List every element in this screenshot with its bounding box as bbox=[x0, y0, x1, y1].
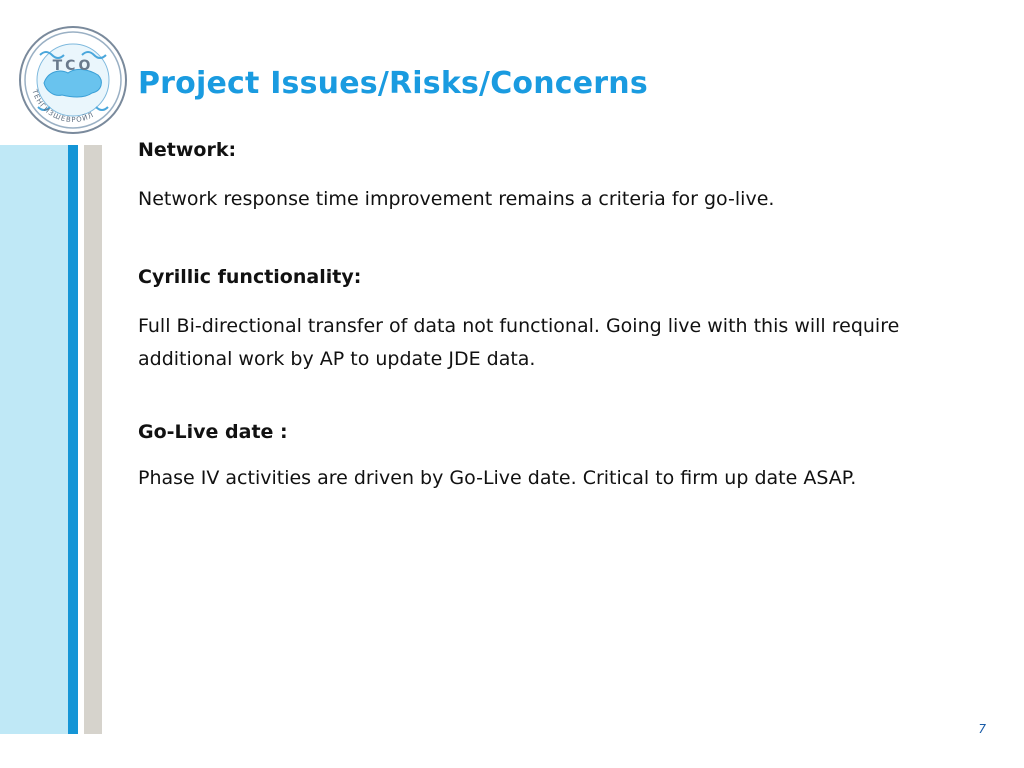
section-body-go-live: Phase IV activities are driven by Go-Live date. Critical to firm up date ASAP. bbox=[138, 467, 857, 489]
section-body-cyrillic: Full Bi-directional transfer of data not functional. Going live with this will require additional work by AP to update JDE data. bbox=[138, 315, 900, 370]
section-heading-cyrillic: Cyrillic functionality: bbox=[138, 266, 362, 288]
side-stripe-light-blue bbox=[0, 145, 68, 734]
section-heading-go-live: Go-Live date : bbox=[138, 421, 288, 443]
page-number: 7 bbox=[978, 722, 986, 736]
side-stripe-gray bbox=[84, 145, 102, 734]
tco-logo-icon bbox=[18, 25, 128, 135]
slide-title: Project Issues/Risks/Concerns bbox=[138, 66, 648, 101]
logo-text: TCO bbox=[52, 58, 94, 74]
section-heading-network: Network: bbox=[138, 139, 237, 161]
logo-ring-text: ТЕНГИЗШЕВРОЙЛ bbox=[30, 88, 96, 125]
side-stripe-blue bbox=[68, 145, 78, 734]
section-body-network: Network response time improvement remains a criteria for go-live. bbox=[138, 188, 775, 210]
